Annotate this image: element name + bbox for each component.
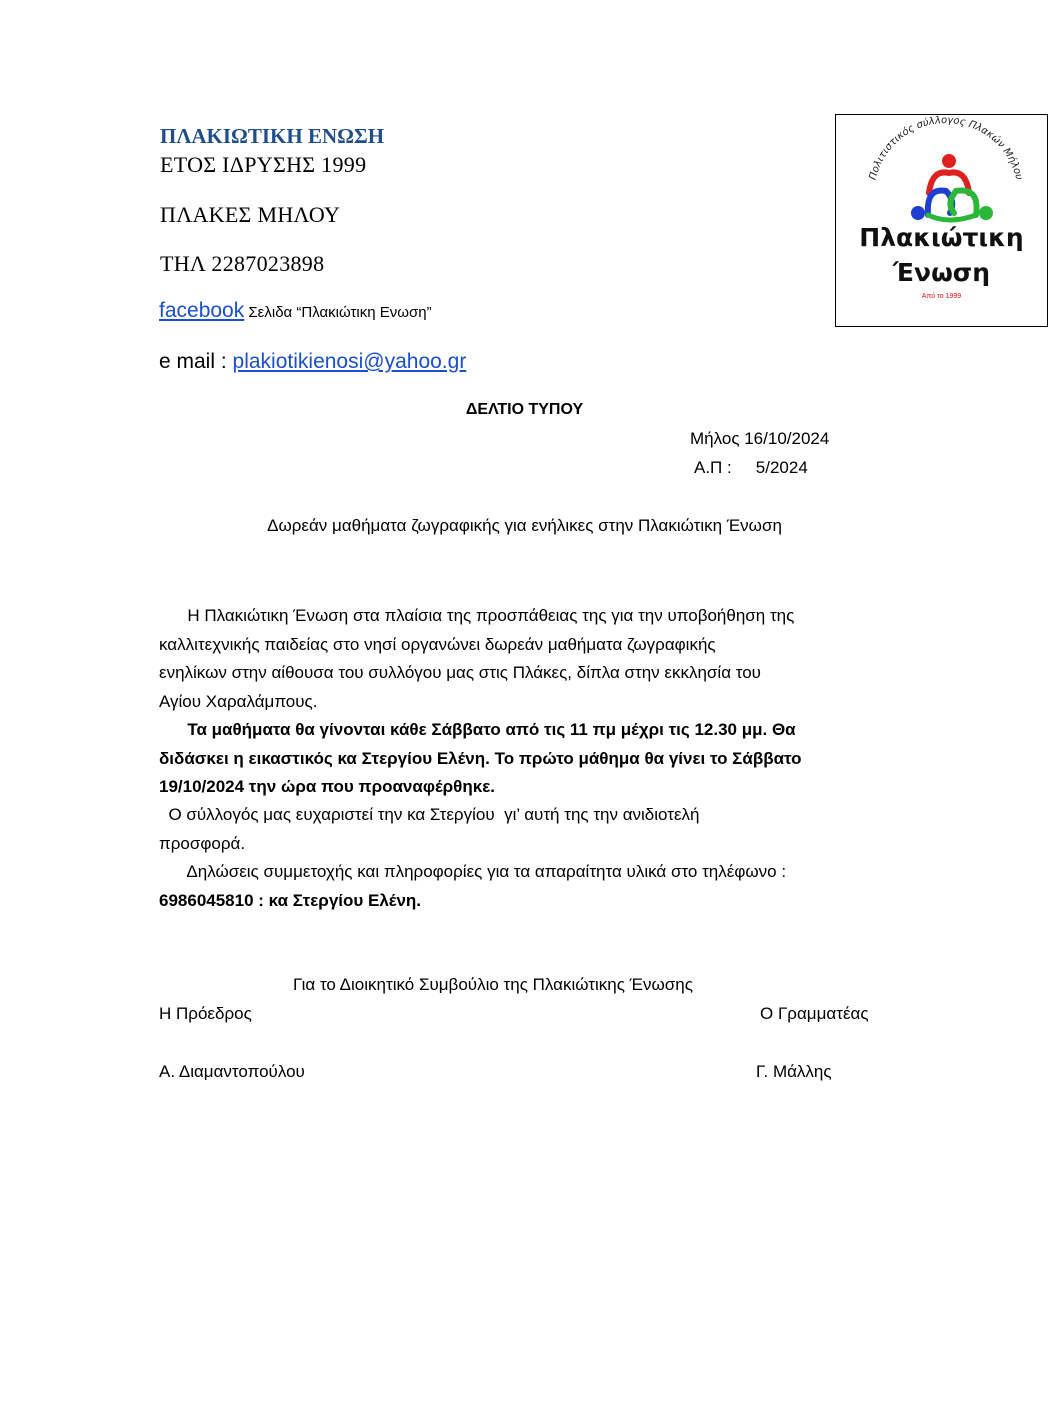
email-label: e mail : (159, 350, 233, 373)
secretary-name: Γ. Μάλλης (756, 1062, 832, 1081)
logo-name-line2: Ένωση (892, 258, 991, 287)
subject-line: Δωρεάν μαθήματα ζωγραφικής για ενήλικες στην Πλακιώτικη Ένωση (267, 516, 782, 535)
facebook-line (159, 299, 432, 323)
location: ΠΛΑΚΕΣ ΜΗΛΟΥ (160, 202, 341, 227)
paragraph-intro (159, 602, 899, 716)
secretary-role: Ο Γραμματέας (760, 1004, 869, 1023)
paragraph-line: καλλιτεχνικής παιδείας στο νησί οργανώνει δωρεάν μαθήματα ζωγραφικής (159, 634, 716, 654)
paragraph-line: Αγίου Χαραλάμπους. (159, 691, 318, 711)
president-role: Η Πρόεδρος (159, 1004, 252, 1023)
president-name: Α. Διαμαντοπούλου (159, 1062, 305, 1081)
paragraph-line: Δηλώσεις συμμετοχής και πληροφορίες για τα απαραίτητα υλικά στο τηλέφωνο : (159, 862, 787, 881)
paragraph-line: Ο σύλλογός μας ευχαριστεί την κα Στεργίου γι’ αυτή της την ανιδιοτελή (159, 805, 700, 824)
document-title-text: ΔΕΛΤΙΟ ΤΥΠΟΥ (465, 401, 584, 418)
logo-name-line1: Πλακιώτικη (859, 223, 1024, 252)
paragraph-contact (159, 858, 899, 915)
paragraph-line: Η Πλακιώτικη Ένωση στα πλαίσια της προσπάθειας της για την υποβοήθηση της (159, 606, 795, 625)
paragraph-line: Τα μαθήματα θα γίνονται κάθε Σάββατο από τις 11 πμ μέχρι τις 12.30 μμ. Θα (159, 720, 796, 739)
organization-name: ΠΛΑΚΙΩΤΙΚΗ ΕΝΩΣΗ (160, 124, 385, 148)
reference-value: 5/2024 (755, 458, 808, 477)
logo-since: Από το 1999 (921, 293, 962, 300)
organization-logo (835, 114, 1048, 327)
paragraph-schedule (159, 716, 899, 802)
reference-label: Α.Π : (694, 458, 732, 477)
facebook-page-text: Σελιδα “Πλακιώτικη Ενωση” (244, 304, 432, 321)
paragraph-line: διδάσκει η εικαστικός κα Στεργίου Ελένη. Το πρώτο μάθημα θα γίνει το Σάββατο (159, 748, 802, 768)
people-icon (911, 154, 993, 220)
paragraph-thanks (159, 801, 899, 858)
board-line: Για το Διοικητικό Συμβούλιο της Πλακιώτικης Ένωσης (293, 975, 693, 994)
founded-year: ΕΤΟΣ ΙΔΡΥΣΗΣ 1999 (160, 152, 367, 177)
reference-number (694, 458, 808, 478)
phone-number: ΤΗΛ 2287023898 (160, 251, 325, 276)
facebook-link[interactable]: facebook (159, 299, 245, 322)
email-line (159, 350, 466, 374)
paragraph-line: ενηλίκων στην αίθουσα του συλλόγου μας στις Πλάκες, δίπλα στην εκκλησία του (159, 663, 761, 682)
document-date: Μήλος 16/10/2024 (690, 429, 830, 448)
email-link[interactable]: plakiotikienosi@yahoo.gr (232, 350, 467, 373)
contact-phone: 6986045810 : κα Στεργίου Ελένη. (159, 890, 422, 910)
paragraph-line: 19/10/2024 την ώρα που προαναφέρθηκε. (159, 777, 496, 796)
paragraph-line: προσφορά. (159, 833, 246, 853)
document-title (0, 401, 1049, 419)
logo-arc-text: Πολιτιστικός σύλλογος Πλακών Μήλου (867, 115, 1025, 182)
